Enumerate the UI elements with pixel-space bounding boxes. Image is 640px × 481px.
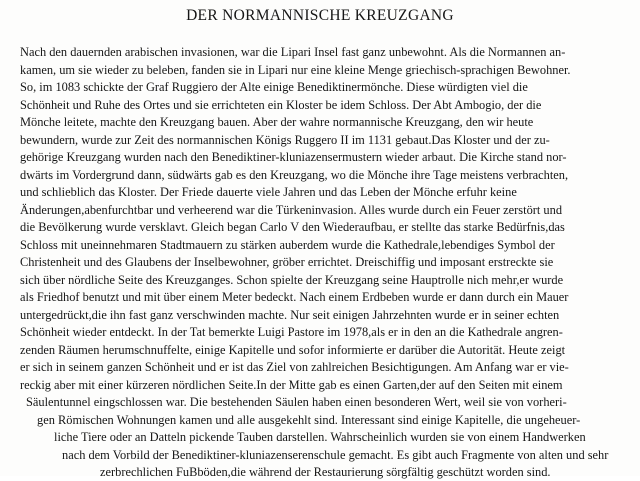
text-line: Schönheit und Ruhe des Ortes und sie errichteten ein Kloster be idem Schloss. Der Abt Ambogio, der die: [20, 97, 542, 112]
text-line: Mönche leitete, machte den Kreuzgang bauen. Aber der wahre normannische Kreuzgang, den wir heute: [20, 115, 534, 129]
text-line: gehörige Kreuzgang wurden nach den Benediktiner-kluniazensermustern wieder arbaut. Die Kirche stand nor-: [20, 150, 567, 164]
text-line: Schloss mit uneinnehmaren Stadtmauern zu stärken auberdem wurde die Kathedrale,lebendiges Symbol der: [20, 237, 555, 252]
text-line: liche Tiere oder an Datteln pickende Tauben darstellen. Wahrscheinlich wurden sie von einem Handwerken: [54, 430, 586, 444]
text-line: So, im 1083 schickte der Graf Ruggiero der Alte einige Benediktinermönche. Diese würdigten viel die: [20, 80, 528, 94]
text-line: nach dem Vorbild der Benediktiner-kluniazenserenschule gemacht. Es gibt auch Fragmente von alten und sehr: [62, 447, 609, 462]
text-line: Christenheit und des Glaubens der Inselbewohner, gröber errichtet. Dreischiffig und imposant erstreckte sie: [20, 255, 554, 269]
text-line: er sich in seinem ganzen Schönheit und er ist das Ziel von zahlreichen Besichtigungen. Am Anfang war er vie-: [20, 360, 569, 374]
text-line: Änderungen,abenfurchtbar und verheerend war die Türkeninvasion. Alles wurde durch ein Feuer zerstört und: [20, 202, 563, 217]
text-line: Säulentunnel eingschlossen war. Die bestehenden Säulen haben einen besonderen Wert, weil sie von vorheri-: [26, 395, 567, 409]
text-line: dwärts im Vordergrund dann, südwärts gab es den Kreuzgang, wo die Mönche ihre Tage meistens verbrachten,: [20, 167, 569, 182]
text-line: Schönheit wieder entdeckt. In der Tat bemerkte Luigi Pastore im 1978,als er in den an die Kathedrale angren-: [20, 325, 563, 339]
document-title: DER NORMANNISCHE KREUZGANG: [186, 7, 454, 24]
text-line: und schlieblich das Kloster. Der Friede dauerte viele Jahren und das Leben der Mönche erfuhr keine: [20, 185, 517, 199]
text-line: untergedrückt,die ihn fast ganz verschwinden machte. Nur seit einigen Jahrzehnten wurde er in seiner echten: [20, 307, 560, 322]
text-line: zenden Räumen herumschnuffelte, einige Kapitelle und sofor informierte er darüber die Autorität. Heute zeigt: [20, 342, 566, 357]
text-line: Nach den dauernden arabischen invasionen, war die Lipari Insel fast ganz unbewohnt. Als die Normannen an-: [20, 45, 566, 59]
text-line: als Friedhof benutzt und mit über einem Meter bedeckt. Nach einem Erdbeben wurde er dann durch ein Mauer: [20, 290, 569, 304]
text-line: die Bevölkerung wurde versklavt. Gleich began Carlo V den Wiederaufbau, er stellte das starke Bedürfnis,das: [20, 220, 565, 234]
text-line: zerbrechlichen FuBböden,die während der Restaurierung sörgfältig geschützt worden sind.: [100, 465, 551, 479]
text-line: bewundern, wurde zur Zeit des normannischen Königs Ruggero II im 1131 gebaut.Das Kloster und der zu-: [20, 132, 550, 147]
text-line: kamen, um sie wieder zu beleben, fanden sie in Lipari nur eine kleine Menge griechisch-sprachigen Bewohner.: [20, 62, 571, 77]
text-line: sich über nördliche Seite des Kreuzganges. Schon spielte der Kreuzgang seine Hauptrolle nich mehr,er wurde: [20, 272, 564, 287]
text-line: reckig aber mit einer kürzeren nördlichen Seite.In der Mitte gab es einen Garten,der auf den Seiten mit einem: [20, 377, 563, 392]
text-line: gen Römischen Wohnungen kamen und alle ausgekehlt sind. Interessant sind einige Kapitelle, die ungeheuer-: [37, 412, 581, 427]
